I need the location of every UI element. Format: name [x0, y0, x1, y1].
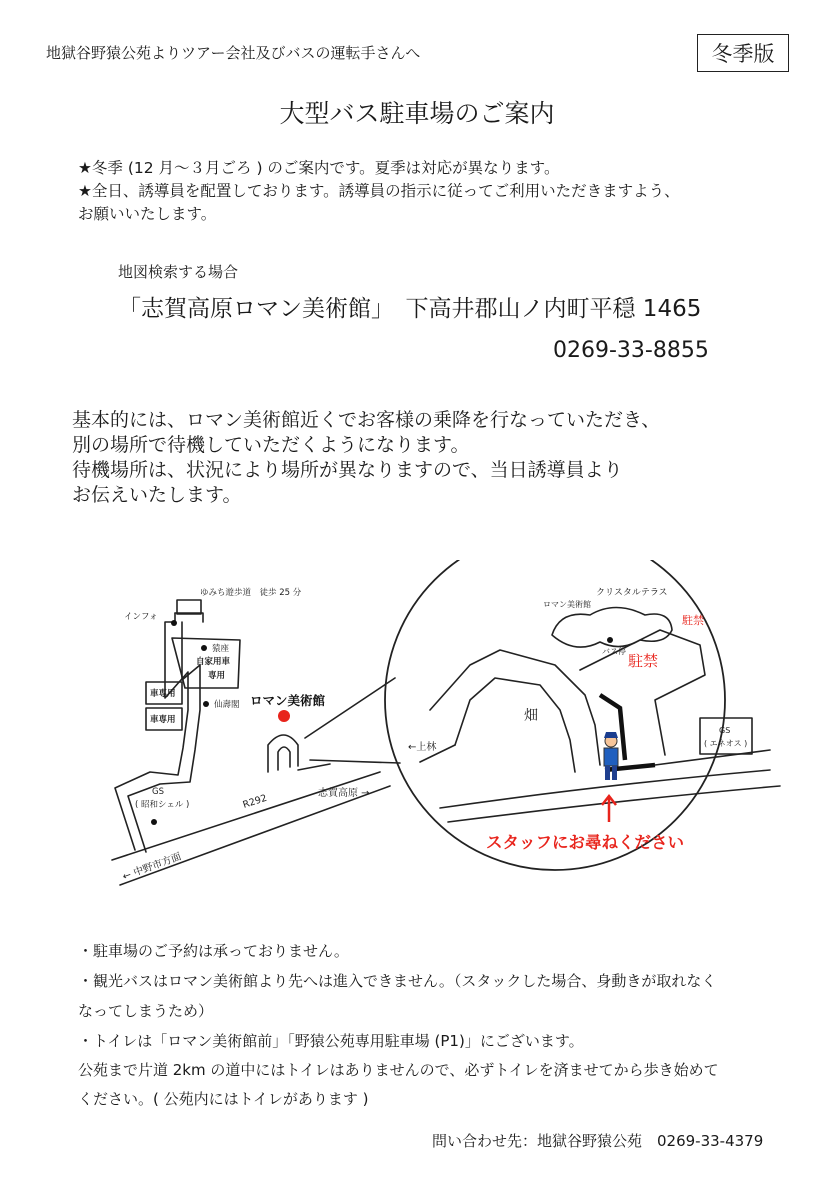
senjukaku-dot — [203, 701, 209, 707]
gs-right-name: ( エネオス ) — [704, 739, 748, 748]
enza-dot — [201, 645, 207, 651]
museum-marker — [278, 710, 290, 722]
season-label: 冬季版 — [711, 42, 775, 66]
car-only-label-1: 車専用 — [150, 689, 176, 699]
private-parking-label-1: 自家用車 — [196, 657, 231, 667]
callout-line-upper — [305, 678, 395, 738]
road-r292-upper — [112, 772, 380, 860]
museum-drive — [268, 735, 298, 772]
enza-label: 猿座 — [212, 644, 230, 654]
gs-left-dot — [151, 819, 157, 825]
contact-info: 問い合わせ先：地獄谷野猿公苑 0269-33-4379 — [432, 1132, 764, 1150]
season-badge — [697, 34, 789, 72]
detail-road-terrace — [580, 630, 705, 755]
page-title: 大型バス駐車場のご案内 — [279, 99, 555, 128]
to-nakano-label: ← 中野市方面 — [121, 851, 183, 883]
no-parking-large-label: 駐禁 — [628, 652, 659, 670]
note-line: ★全日、誘導員を配置しております。誘導員の指示に従ってご利用いただきますよう、 — [78, 182, 680, 200]
staff-notice-label: スタッフにお尋ねください — [486, 833, 684, 852]
senjukaku-label: 仙壽閣 — [214, 700, 240, 710]
museum-label: ロマン美術館 — [250, 693, 326, 708]
no-parking-small-label: 駐禁 — [682, 614, 704, 627]
notice-line: 公苑まで片道 2km の道中にはトイレはありませんので、必ずトイレを済ませてから歩き始めて — [78, 1061, 719, 1079]
bus-stop-label: バス停 — [602, 647, 626, 656]
private-parking-label-2: 専用 — [208, 671, 226, 681]
info-paragraph-line: お伝えいたします。 — [72, 484, 242, 506]
trail-label: ゆみち遊歩道 徒歩 25 分 — [200, 588, 302, 598]
field-label: 畑 — [524, 708, 538, 724]
detail-museum-label: ロマン美術館 — [543, 600, 591, 609]
staff-icon — [604, 732, 618, 780]
notice-line: ・駐車場のご予約は承っておりません。 — [78, 942, 349, 960]
gs-right-building — [700, 718, 752, 754]
info-dot — [171, 620, 177, 626]
gs-left-label: GS — [152, 787, 164, 797]
museum-drive-inner — [278, 747, 290, 770]
notice-line: なってしまうため） — [78, 1002, 214, 1020]
route-label: R292 — [241, 792, 269, 811]
museum-phone: 0269-33-8855 — [553, 338, 709, 363]
info-paragraph-line: 待機場所は、状況により場所が異なりますので、当日誘導員より — [72, 459, 623, 481]
notice-line: ・観光バスはロマン美術館より先へは進入できません。（スタックした場合、身動きが取れなく — [78, 972, 717, 990]
gs-left-name: ( 昭和シェル ) — [135, 800, 190, 810]
museum-link — [298, 764, 330, 770]
detail-road-outer — [430, 650, 600, 765]
notice-line: ・トイレは「ロマン美術館前」「野猿公苑専用駐車場 (P1)」にございます。 — [78, 1032, 584, 1050]
parking-map — [0, 560, 834, 910]
notice-line: ください。( 公苑内にはトイレがあります ) — [78, 1090, 369, 1108]
detail-road-inner — [455, 678, 575, 772]
note-line: お願いいたします。 — [78, 205, 217, 223]
arrow-up-icon — [602, 796, 616, 822]
car-only-label-2: 車専用 — [150, 715, 176, 725]
road-left-inner — [128, 622, 200, 852]
trail-gate — [177, 600, 201, 614]
info-label: インフォ — [124, 612, 158, 622]
map-search-label: 地図検索する場合 — [118, 263, 239, 281]
to-shiga-label: 志賀高原 → — [318, 788, 370, 799]
info-paragraph-line: 別の場所で待機していただくようになります。 — [72, 434, 470, 456]
gs-right-label: GS — [719, 726, 731, 735]
bus-stop-dot — [607, 637, 613, 643]
to-kamibayashi-label: ←上林 — [408, 742, 437, 753]
road-left-outer — [115, 613, 188, 850]
callout-line-lower — [310, 760, 400, 763]
recipient-line: 地獄谷野猿公苑よりツアー会社及びバスの運転手さんへ — [46, 44, 421, 62]
info-paragraph-line: 基本的には、ロマン美術館近くでお客様の乗降を行なっていただき、 — [72, 409, 661, 431]
museum-address: 「志賀高原ロマン美術館」 下高井郡山ノ内町平穏 1465 — [118, 296, 702, 322]
note-line: ★冬季 (12 月〜３月ごろ ) のご案内です。夏季は対応が異なります。 — [78, 159, 560, 177]
crystal-terrace-label: クリスタルテラス — [596, 588, 668, 598]
